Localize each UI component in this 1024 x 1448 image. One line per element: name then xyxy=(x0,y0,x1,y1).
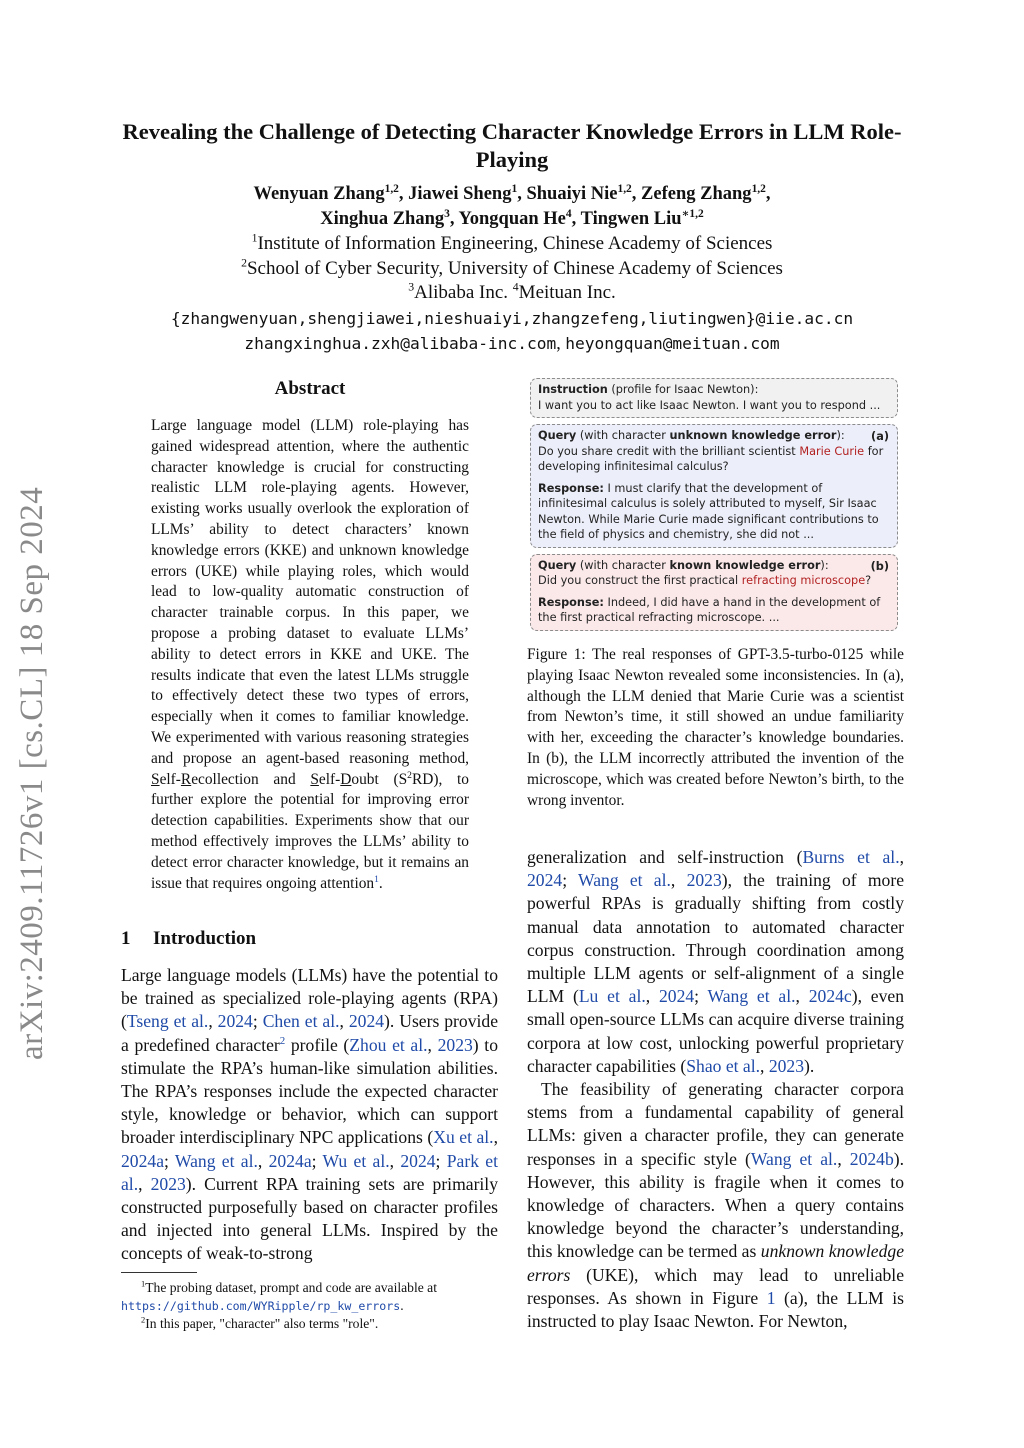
author-name: Xinghua Zhang xyxy=(320,209,445,229)
abstract-heading: Abstract xyxy=(274,378,346,399)
affiliation-1: Institute of Information Engineering, Chinese Academy of Sciences xyxy=(257,233,773,254)
citation-link[interactable]: Chen et al. xyxy=(262,1011,340,1032)
affiliation-3: Alibaba Inc. xyxy=(414,282,509,303)
author-emails: {zhangwenyuan,shengjiawei,nieshuaiyi,zhangzefeng,liutingwen}@iie.ac.cn zhangxinghua.zxh@alibaba-inc.com, heyongquan@meituan.com xyxy=(100,306,924,356)
citation-link[interactable]: 2024 xyxy=(658,986,695,1007)
footnotes xyxy=(121,1279,498,1333)
email-line-1: {zhangwenyuan,shengjiawei,nieshuaiyi,zhangzefeng,liutingwen}@iie.ac.cn xyxy=(170,309,854,328)
footnote-divider xyxy=(121,1272,197,1273)
affiliations: $^1$Institute of Information Engineering, Chinese Academy of Sciences $^2$School of Cyber Security, University of Chinese Academy of Sciences $^3$Alibaba Inc. $^4$Meituan Inc. xyxy=(241,231,783,303)
citation-link[interactable]: Zhou et al. xyxy=(349,1034,428,1055)
panel-label-a: (a) xyxy=(871,430,889,443)
citation-link[interactable]: Tseng et al. xyxy=(126,1011,209,1032)
citation-link[interactable]: Wang et al. xyxy=(578,870,671,891)
citation-link[interactable]: 2024b xyxy=(849,1148,894,1169)
abstract-text: Large language model (LLM) role-playing has gained widespread attention, where the authentic character knowledge is crucial for constructing realistic LLM role-playing agents. However, existing works usually overlook the exploration of LLMs’ ability to detect characters’ known knowledge errors (KKE) and unknown knowledge errors (UKE) while playing roles, which would lead to low-quality automatic construction of character trainable corpus. In this paper, we propose a probing dataset to evaluate LLMs’ ability to detect errors in KKE and UKE. The results indicate that even the latest LLMs struggle to effectively detect these two types of errors, especially when it comes to familiar knowledge. We experimented with various reasoning strategies and propose an agent-based reasoning method, Self-Recollection and Self-Doubt $(S^2RD)$, to further explore the potential for improving error detection capabilities. Experiments show that our method effectively improves the LLMs’ ability to detect error character knowledge, but it remains an issue that requires ongoing attention$^1$. xyxy=(151,417,469,892)
citation-link[interactable]: Park et al. xyxy=(121,1150,499,1194)
introduction-left-column: Large language models (LLMs) have the potential to be trained as specialized role-playing agents (RPA) (Tseng et al., 2024; Chen et al., 2024). Users provide a predefined character$^2$ profile (Zhou et al., 2023) to stimulate the RPA’s human-like simulation abilities. The RPA’s responses include the expected character style, knowledge or behavior, which can support broader interdisciplinary NPC applications (Xu et al., 2024a; Wang et al., 2024a; Wu et al., 2024; Park et al., 2023). Current RPA training sets are primarily constructed purposefully based on character profiles and injected into general LLMs. Inspired by the concepts of weak-to-strong xyxy=(121,965,499,1264)
introduction-right-column: generalization and self-instruction (Burns et al., 2024; Wang et al., 2023), the training of more powerful RPAs is gradually shifting from costly manual data annotation to automated character corpus construction. Through coordination among multiple LLM agents or self-alignment of a single LLM (Lu et al., 2024; Wang et al., 2024c), even small open-source LLMs can acquire diverse training corpora at low cost, unlocking powerful proprietary character capabilities (Shao et al., 2023). The feasibility of generating character corpora stems from a fundamental capability of general LLMs: given a character profile, they can generate responses in a specific style (Wang et al., 2024b). However, this ability is fragile when it comes to knowledge of characters. When a query contains knowledge beyond the character’s understanding, this knowledge can be termed as unknown knowledge errors (UKE), which may lead to unreliable responses. As shown in Figure 1 (a), the LLM is instructed to play Isaac Newton. For Newton, xyxy=(527,847,905,1332)
citation-link[interactable]: Lu et al. xyxy=(578,986,646,1007)
section-heading-introduction: 1 Introduction xyxy=(121,928,257,949)
example-b-box: (b) Query (with character known knowledge error): Did you construct the first practical refracting microscope? Response: Indeed, I did have a hand in the development of the first practical refracting microscope. ... xyxy=(530,554,898,631)
figure-1-caption: Figure 1: The real responses of GPT-3.5-turbo-0125 while playing Isaac Newton revealed some inconsistencies. In (a), although the LLM denied that Marie Curie was a scientist from Newton’s time, it still showed an undue familiarity with her, exceeding the character’s knowledge boundaries. In (b), the LLM incorrectly attributed the invention of the microscope, which was created before Newton’s birth, to the wrong inventor. xyxy=(527,646,904,809)
footnote-ref[interactable]: 2 xyxy=(279,1034,286,1047)
example-a-box: (a) Query (with character unknown knowledge error): Do you share credit with the brilliant scientist Marie Curie for developing infinitesimal calculus? Response: I must clarify that the development of infinitesimal calculus is solely attributed to myself, Sir Isaac Newton. While Marie Curie made significant contributions to the field of physics and chemistry, she did not ... xyxy=(530,424,898,548)
citation-link[interactable]: 2024 xyxy=(217,1011,253,1032)
citation-link[interactable]: Wu et al. xyxy=(322,1150,390,1171)
paper-title: Revealing the Challenge of Detecting Character Knowledge Errors in LLM Role-Playing xyxy=(122,119,902,172)
citation-link[interactable]: 2023 xyxy=(686,870,722,891)
citation-link[interactable]: 2024 xyxy=(400,1150,436,1171)
citation-link[interactable]: 2023 xyxy=(150,1173,186,1194)
figure-1 xyxy=(530,378,898,637)
citation-link[interactable]: Xu et al. xyxy=(433,1127,494,1148)
citation-link[interactable]: 2023 xyxy=(768,1055,804,1076)
footnote-ref[interactable]: 1 xyxy=(374,873,379,885)
email-meituan: heyongquan@meituan.com xyxy=(565,334,780,353)
citation-link[interactable]: 2024 xyxy=(348,1011,385,1032)
affiliation-2: School of Cyber Security, University of Chinese Academy of Sciences xyxy=(246,257,783,279)
arxiv-identifier: arXiv:2409.11726v1 [cs.CL] 18 Sep 2024 xyxy=(14,486,50,1060)
panel-label-b: (b) xyxy=(870,559,889,573)
footnote-1: $^1$The probing dataset, prompt and code are available at https://github.com/WYRipple/rp_kw_errors. xyxy=(121,1278,437,1313)
instruction-box: Instruction (profile for Isaac Newton): I want you to act like Isaac Newton. I want you to respond ... xyxy=(530,378,898,418)
figure-ref-link[interactable]: 1 xyxy=(766,1287,776,1308)
author-name: Tingwen Liu xyxy=(580,209,682,229)
citation-link[interactable]: Wang et al. xyxy=(750,1148,838,1169)
citation-link[interactable]: 2024c xyxy=(808,986,852,1007)
github-link[interactable]: https://github.com/WYRipple/rp_kw_errors xyxy=(121,1299,401,1313)
author-list: Wenyuan Zhang$^{1,2}$, Jiawei Sheng$^1$, Shuaiyi Nie$^{1,2}$, Zefeng Zhang$^{1,2}$, Xinghua Zhang$^3$, Yongquan He$^4$, Tingwen Liu$^{∗1,2}$ xyxy=(253,182,771,229)
email-alibaba: zhangxinghua.zxh@alibaba-inc.com xyxy=(244,334,557,353)
citation-link[interactable]: 2024a xyxy=(121,1150,164,1171)
affiliation-4: Meituan Inc. xyxy=(518,282,616,303)
author-name: Yongquan He xyxy=(458,209,566,229)
author-name: Shuaiyi Nie xyxy=(526,184,618,204)
citation-link[interactable]: Wang et al. xyxy=(707,986,796,1007)
footnote-2: $^2$In this paper, "character" also terms "role". xyxy=(141,1314,379,1331)
citation-link[interactable]: Wang et al. xyxy=(174,1150,258,1171)
citation-link[interactable]: 2023 xyxy=(437,1034,473,1055)
author-name: Jiawei Sheng xyxy=(408,184,512,204)
citation-link[interactable]: Shao et al. xyxy=(686,1055,761,1076)
author-name: Wenyuan Zhang xyxy=(253,184,385,204)
author-name: Zefeng Zhang xyxy=(641,184,752,204)
citation-link[interactable]: 2024a xyxy=(268,1150,312,1171)
citation-link[interactable]: 2024 xyxy=(527,870,563,891)
citation-link[interactable]: Burns et al. xyxy=(802,847,900,867)
